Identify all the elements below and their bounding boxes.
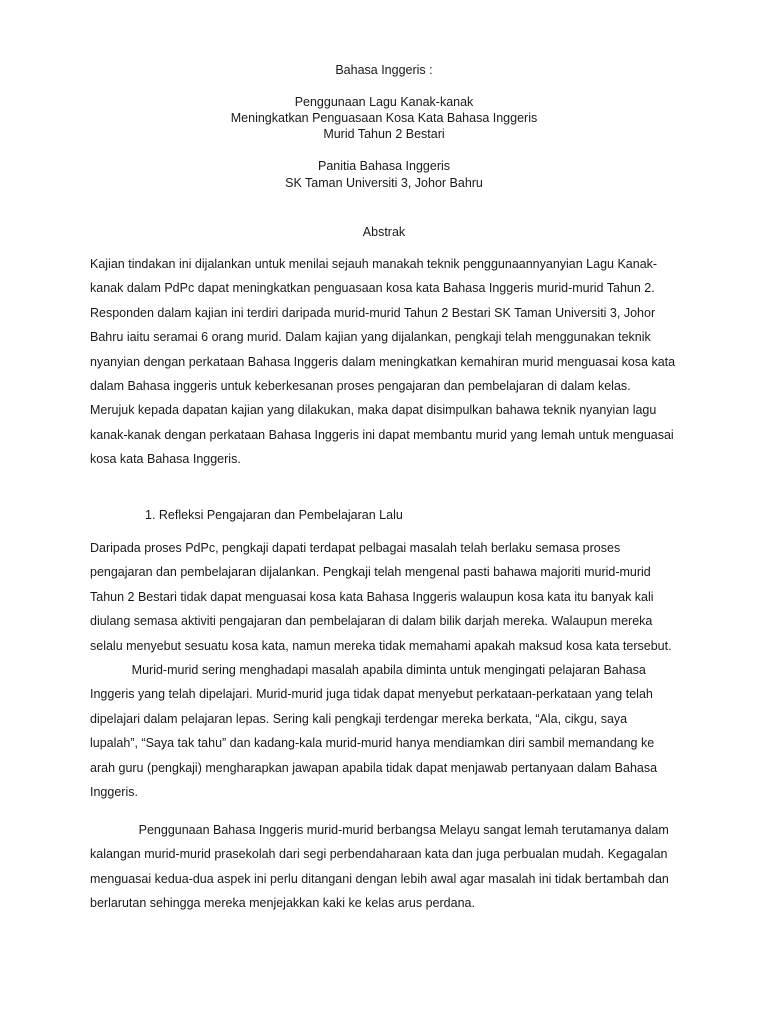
paragraph-line: Daripada proses PdPc, pengkaji dapati terdapat pelbagai masalah telah berlaku semasa proses xyxy=(90,541,621,555)
paragraph-line: lupalah”, “Saya tak tahu” dan kadang-kala murid-murid hanya mendiamkan diri sambil memandang ke xyxy=(90,736,655,751)
title-line-3: Murid Tahun 2 Bestari xyxy=(323,127,445,141)
abstract-paragraph xyxy=(90,252,690,472)
abstract-line: Responden dalam kajian ini terdiri daripada murid-murid Tahun 2 Bestari SK Taman Universiti 3, Johor xyxy=(90,305,656,320)
paragraph-line: Inggeris yang telah dipelajari. Murid-murid juga tidak dapat menyebut perkataan-perkataan yang telah xyxy=(90,687,653,702)
paragraph-line: berlarutan sehingga mereka menjejakkan kaki ke kelas arus perdana. xyxy=(90,896,475,911)
section-1-paragraph-3 xyxy=(90,818,690,916)
author-line-1: Panitia Bahasa Inggeris xyxy=(317,159,451,173)
paragraph-line: selalu menyebut sesuatu kosa kata, namun mereka tidak memahami apakah maksud kosa kata tersebut. xyxy=(90,638,672,653)
paragraph-line: Inggeris. xyxy=(90,784,138,799)
abstract-line: Kajian tindakan ini dijalankan untuk menilai sejauh manakah teknik penggunaannyanyian Lagu Kanak- xyxy=(90,257,658,271)
paragraph-line: arah guru (pengkaji) mengharapkan jawapan apabila tidak dapat menjawab pertanyaan dalam Bahasa xyxy=(90,760,658,775)
abstract-heading: Abstrak xyxy=(362,225,406,239)
abstract-line: nyanyian dengan perkataan Bahasa Inggeris dalam meningkatkan kemahiran murid menguasai kosa kata xyxy=(90,354,676,369)
author-line-2: SK Taman Universiti 3, Johor Bahru xyxy=(285,176,483,190)
title-line-2: Meningkatkan Penguasaan Kosa Kata Bahasa Inggeris xyxy=(230,111,538,125)
section-1-paragraph-2 xyxy=(90,658,690,804)
title-line-1: Penggunaan Lagu Kanak-kanak xyxy=(294,95,474,109)
abstract-line: Merujuk kepada dapatan kajian yang dilakukan, maka dapat disimpulkan bahawa teknik nyanyian lagu xyxy=(90,403,657,418)
paragraph-line: menguasai kedua-dua aspek ini perlu ditangani dengan lebih awal agar masalah ini tidak bertambah dan xyxy=(90,871,669,886)
abstract-line: dalam Bahasa inggeris untuk keberkesanan proses pengajaran dan pembelajaran di dalam kelas. xyxy=(90,378,631,393)
abstract-line: kanak-kanak dengan perkataan Bahasa Inggeris ini dapat membantu murid yang lemah untuk menguasai xyxy=(90,427,674,442)
paragraph-line: pengajaran dan pembelajaran dijalankan. Pengkaji telah mengenal pasti bahawa majoriti murid-murid xyxy=(90,565,651,580)
abstract-line: kanak dalam PdPc dapat meningkatkan penguasaan kosa kata Bahasa Inggeris murid-murid Tahun 2. xyxy=(90,281,655,296)
paragraph-line: dipelajari dalam pelajaran lepas. Sering kali pengkaji terdengar mereka berkata, “Ala, cikgu, saya xyxy=(90,711,628,726)
paragraph-line: diulang semasa aktiviti pengajaran dan pembelajaran di dalam bilik darjah mereka. Walaupun mereka xyxy=(90,614,653,629)
subject-label: Bahasa Inggeris : xyxy=(335,63,433,77)
paragraph-line: Murid-murid sering menghadapi masalah apabila diminta untuk mengingati pelajaran Bahasa xyxy=(90,663,646,677)
section-1-heading: 1. Refleksi Pengajaran dan Pembelajaran Lalu xyxy=(145,508,403,522)
paragraph-line: Tahun 2 Bestari tidak dapat menguasai kosa kata Bahasa Inggeris walaupun kosa kata itu banyak kali xyxy=(90,589,654,604)
paragraph-line: kalangan murid-murid prasekolah dari segi perbendaharaan kata dan juga perbualan mudah. Kegagalan xyxy=(90,847,668,862)
section-1-paragraph-1 xyxy=(90,536,690,658)
abstract-line: Bahru iaitu seramai 6 orang murid. Dalam kajian yang dijalankan, pengkaji telah menggunakan teknik xyxy=(90,330,651,345)
paragraph-line: Penggunaan Bahasa Inggeris murid-murid berbangsa Melayu sangat lemah terutamanya dalam xyxy=(90,823,669,837)
abstract-line: kosa kata Bahasa Inggeris. xyxy=(90,452,241,467)
